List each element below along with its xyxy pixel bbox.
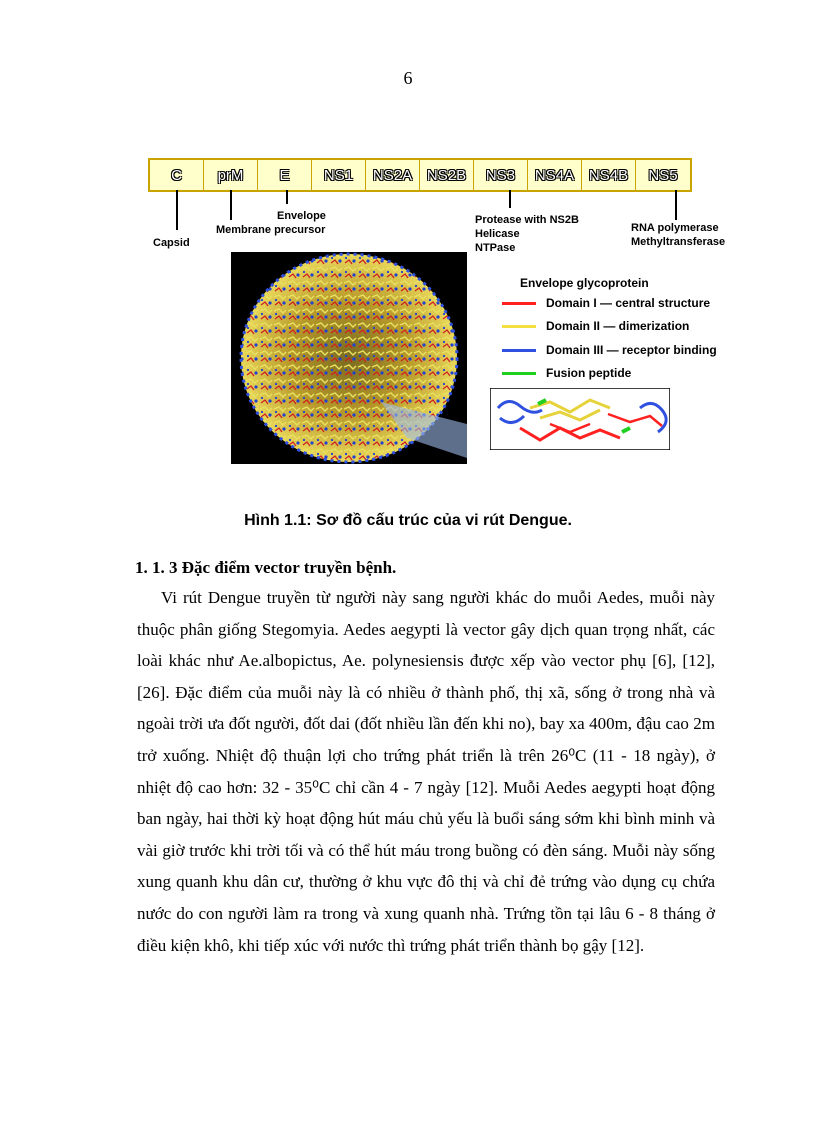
section-heading: 1. 1. 3 Đặc điểm vector truyền bệnh. (135, 558, 397, 577)
envelope-label: Envelope (277, 210, 326, 222)
virus-particle-image (231, 252, 467, 464)
gene-ns2b: NS2B (420, 160, 474, 190)
prm-tick (230, 190, 232, 220)
genome-bar (148, 158, 692, 192)
methyltransferase-label: Methyltransferase (631, 236, 726, 248)
page-number: 6 (403, 68, 413, 88)
legend-fusion-peptide (502, 366, 631, 380)
envelope-protein-inset (490, 388, 670, 450)
ns5-tick (675, 190, 677, 220)
rna-polymerase-label: RNA polymerase (631, 222, 719, 234)
capsid-label: Capsid (153, 237, 190, 249)
gene-ns4b: NS4B (582, 160, 636, 190)
legend-swatch-blue (502, 349, 536, 352)
gene-ns2a: NS2A (366, 160, 420, 190)
gene-ns1: NS1 (312, 160, 366, 190)
gene-ns3: NS3 (474, 160, 528, 190)
membrane-precursor-label: Membrane precursor (216, 224, 326, 236)
ntpase-label: NTPase (475, 242, 516, 254)
dengue-structure-figure (0, 0, 816, 560)
body-text (137, 582, 715, 961)
legend-swatch-green (502, 372, 536, 375)
legend-title: Envelope glycoprotein (520, 276, 649, 290)
capsid-tick (176, 190, 178, 230)
paragraph: Vi rút Dengue truyền từ người này sang người khác do muỗi Aedes, muỗi này thuộc phân giống Stegomyia. Aedes aegypti là vector gây dịch quan trọng nhất, các loài khác như Ae.albopictus, Ae. polynesiensis được xếp vào vector phụ [6], [12], [26]. Đặc điểm của muỗi này là có nhiều ở thành phố, thị xã, sống ở trong nhà và ngoài trời ưa đốt người, đốt dai (đốt nhiều lần đến khi no), bay xa 400m, đậu cao 2m trở xuống. Nhiệt độ thuận lợi cho trứng phát triển là trên 26⁰C (11 - 18 ngày), ở nhiệt độ cao hơn: 32 - 35⁰C chỉ cần 4 - 7 ngày [12]. Muỗi Aedes aegypti hoạt động ban ngày, hai thời kỳ hoạt động hút máu chủ yếu là buổi sáng sớm khi bình minh và vài giờ trước khi trời tối và có thể hút máu trong buồng có đèn sáng. Muỗi này sống xung quanh khu dân cư, thường ở khu vực đô thị và chỉ đẻ trứng vào dụng cụ chứa nước do con người làm ra trong và xung quanh nhà. Trứng tồn tại lâu 6 - 8 tháng ở điều kiện khô, khi tiếp xúc với nước thì trứng phát triển thành bọ gậy [12]. (137, 588, 715, 955)
gene-prm: prM (204, 160, 258, 190)
legend-swatch-red (502, 302, 536, 305)
legend-label: Domain II — dimerization (546, 319, 690, 333)
legend-domain-3 (502, 343, 717, 357)
helicase-label: Helicase (475, 228, 520, 240)
legend-label: Fusion peptide (546, 366, 632, 380)
gene-ns4a: NS4A (528, 160, 582, 190)
legend-domain-2 (502, 319, 689, 333)
gene-ns5: NS5 (648, 166, 678, 184)
legend-label: Domain I — central structure (546, 296, 711, 310)
ns3-tick (509, 190, 511, 208)
protease-label: Protease with NS2B (475, 214, 579, 226)
figure-caption: Hình 1.1: Sơ đồ cấu trúc của vi rút Dengue. (244, 512, 572, 529)
legend-swatch-yellow (502, 325, 536, 328)
gene-c: C (150, 160, 204, 190)
legend-domain-1 (502, 296, 710, 310)
envelope-tick (286, 190, 288, 204)
gene-e: E (258, 160, 312, 190)
legend-label: Domain III — receptor binding (546, 343, 717, 357)
